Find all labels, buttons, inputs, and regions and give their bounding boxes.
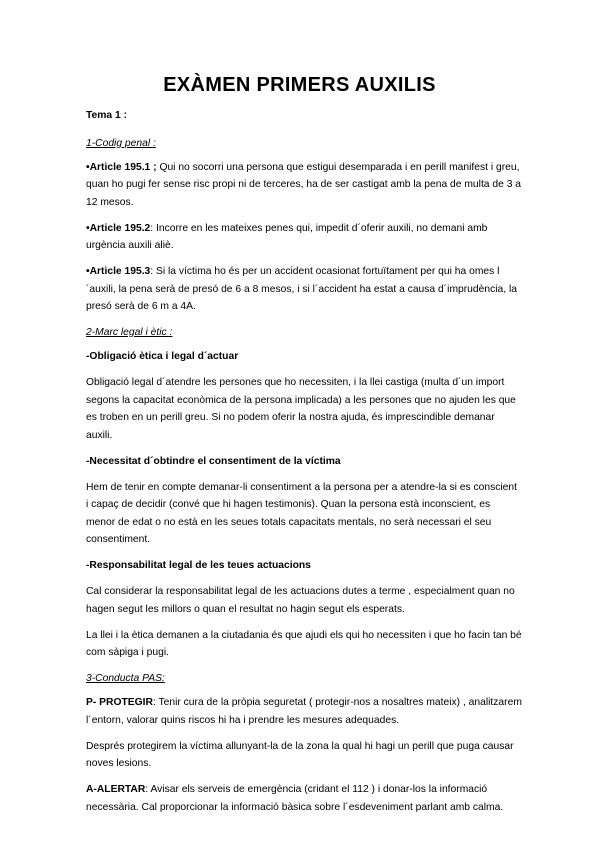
article-label: •Article 195.3 [86,266,151,277]
article-195-3 [86,263,522,316]
topic-heading: Tema 1 : [86,110,128,121]
paragraph-responsibility: Cal considerar la responsabilitat legal de les actuacions dutes a terme , especialment quan no hagen segut les millors o quan el resultat no hagin segut els esperats. [86,586,515,615]
section-heading-penal-code: 1-Codig penal : [86,137,156,149]
article-text: : Si la víctima ho és per un accident ocasionat fortuïtament per qui ha omes l´auxili, la pena serà de presó de 6 a 8 mesos, i si l´accident ha estat a causa d´imprudència, la presó serà de 6 m a 4A. [86,266,517,312]
paragraph-citizenship: La llei i la ètica demanen a la ciutadania és que ajudi els qui ho necessiten i que ho facin tan bé com sàpiga i pugi. [86,629,522,658]
pas-alert [86,781,522,816]
pas-label: P- PROTEGIR [86,697,153,708]
pas-protect-victim [86,738,522,773]
article-text: : Incorre en les mateixes penes qui, impedit d´oferir auxili, no demani amb urgència auxili aliè. [86,222,488,251]
pas-protect [86,694,522,729]
section-heading-pas: 3-Conducta PAS: [86,673,165,684]
pas-text: Després protegirem la víctima allunyant-la de la zona la qual hi hagi un perill que puga causar noves lesions. [86,740,514,769]
subsection-heading-responsibility: -Responsabilitat legal de les teues actuacions [86,560,311,571]
document-body [86,107,522,825]
paragraph-consent: Hem de tenir en compte demanar-li consentiment a la persona per a atendre-la si es conscient i capaç de decidir (convé que hi hagen testimonis). Quan la persona està inconscient, es menor de edat o no està en les seues totals capacitats mentals, no serà necessari el seu consentiment. [86,481,517,545]
article-195-1 [86,159,522,212]
pas-text: : Tenir cura de la pròpia seguretat ( protegir-nos a nosaltres mateix) , analitzarem l´entorn, valorar quins riscos hi ha i prendre les mesures adequades. [86,697,522,726]
article-195-2 [86,220,522,255]
paragraph-duty: Obligació legal d´atendre les persones que ho necessiten, i la llei castiga (multa d´un import segons la capacitat econòmica de la persona implicada) a les persones que no ajuden les que es troben en un perill greu. Si no podem oferir la nostra ajuda, és imprescindible demanar auxili. [86,377,516,441]
article-label: •Article 195.1 ; [86,161,157,173]
subsection-heading-consent: -Necessitat d´obtindre el consentiment de la víctima [86,455,341,467]
subsection-heading-duty: -Obligació ètica i legal d´actuar [86,351,239,362]
article-label: •Article 195.2 [86,222,151,234]
section-heading-legal-ethical: 2-Marc legal i ètic : [86,327,173,338]
pas-label: A-ALERTAR [86,784,146,795]
pas-text: : Avisar els serveis de emergència (cridant el 112 ) i donar-los la informació necessària. Cal proporcionar la informació bàsica sobre l´esdeveniment parlant amb calma. [86,784,504,813]
article-text: Qui no socorri una persona que estigui desemparada i en perill manifest i greu, quan ho pugi fer sense risc propi ni de terceres, ha de ser castigat amb la pena de multa de 3 a 12 mesos. [86,161,522,208]
document-title: EXÀMEN PRIMERS AUXILIS [163,74,436,96]
